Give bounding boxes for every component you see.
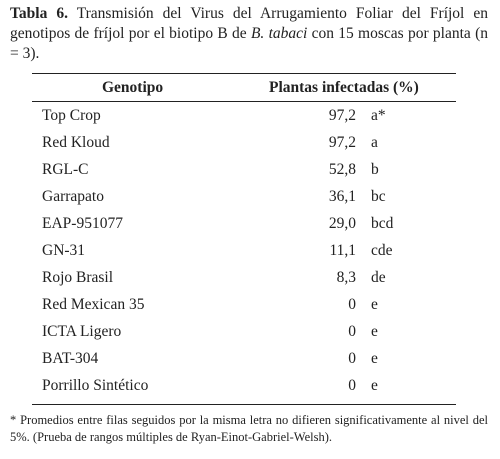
significance-cell: a*	[371, 107, 386, 124]
significance-cell: e	[371, 296, 378, 313]
caption-text-1: Transmisión del Virus del Arrugamiento Foliar del Fríjol en genotipos de fríjol por el biotipo B de	[10, 5, 489, 42]
significance-cell: bc	[371, 188, 386, 205]
table-row	[0, 323, 500, 348]
percent-cell: 36,1	[328, 188, 356, 205]
table-row	[0, 161, 500, 186]
table-row	[0, 215, 500, 240]
table-row	[0, 242, 500, 267]
percent-cell: 0	[348, 350, 356, 367]
genotipo-cell: ICTA Ligero	[42, 323, 122, 340]
percent-cell: 11,1	[329, 242, 356, 259]
header-plantas-infectadas: Plantas infectadas (%)	[269, 79, 419, 96]
table-row	[0, 107, 500, 132]
table-row	[0, 269, 500, 294]
table-row	[0, 377, 500, 402]
significance-cell: cde	[371, 242, 393, 259]
genotipo-cell: BAT-304	[42, 350, 99, 367]
genotipo-cell: Porrillo Sintético	[42, 377, 149, 394]
genotipo-cell: RGL-C	[42, 161, 89, 178]
significance-cell: e	[371, 377, 378, 394]
percent-cell: 97,2	[328, 134, 356, 151]
significance-cell: e	[371, 350, 378, 367]
table-row	[0, 134, 500, 159]
top-rule	[32, 73, 456, 74]
percent-cell: 52,8	[328, 161, 356, 178]
table-row	[0, 296, 500, 321]
table-row	[0, 188, 500, 213]
genotipo-cell: GN-31	[42, 242, 86, 259]
genotipo-cell: EAP-951077	[42, 215, 123, 232]
genotipo-cell: Garrapato	[42, 188, 104, 205]
caption-label: Tabla 6.	[10, 5, 68, 22]
header-rule	[32, 101, 456, 102]
genotipo-cell: Rojo Brasil	[42, 269, 114, 286]
percent-cell: 8,3	[336, 269, 356, 286]
genotipo-cell: Top Crop	[42, 107, 101, 124]
header-genotipo: Genotipo	[102, 79, 164, 96]
percent-cell: 97,2	[328, 107, 356, 124]
genotipo-cell: Red Mexican 35	[42, 296, 145, 313]
significance-cell: bcd	[371, 215, 394, 232]
genotipo-cell: Red Kloud	[42, 134, 110, 151]
percent-cell: 29,0	[328, 215, 356, 232]
significance-cell: de	[371, 269, 386, 286]
table-caption	[10, 4, 488, 64]
table-footnote: * Promedios entre filas seguidos por la misma letra no difieren significativamente al nivel del 5%. (Prueba de rangos múltiples de Ryan-Einot-Gabriel-Welsh).	[10, 413, 488, 444]
significance-cell: b	[371, 161, 379, 178]
significance-cell: a	[371, 134, 378, 151]
percent-cell: 0	[348, 323, 356, 340]
significance-cell: e	[371, 323, 378, 340]
percent-cell: 0	[348, 377, 356, 394]
percent-cell: 0	[348, 296, 356, 313]
caption-text-2: con 15 moscas por planta (n = 3).	[10, 25, 488, 62]
bottom-rule	[32, 404, 456, 405]
caption-species: B. tabaci	[250, 25, 308, 42]
table-row	[0, 350, 500, 375]
